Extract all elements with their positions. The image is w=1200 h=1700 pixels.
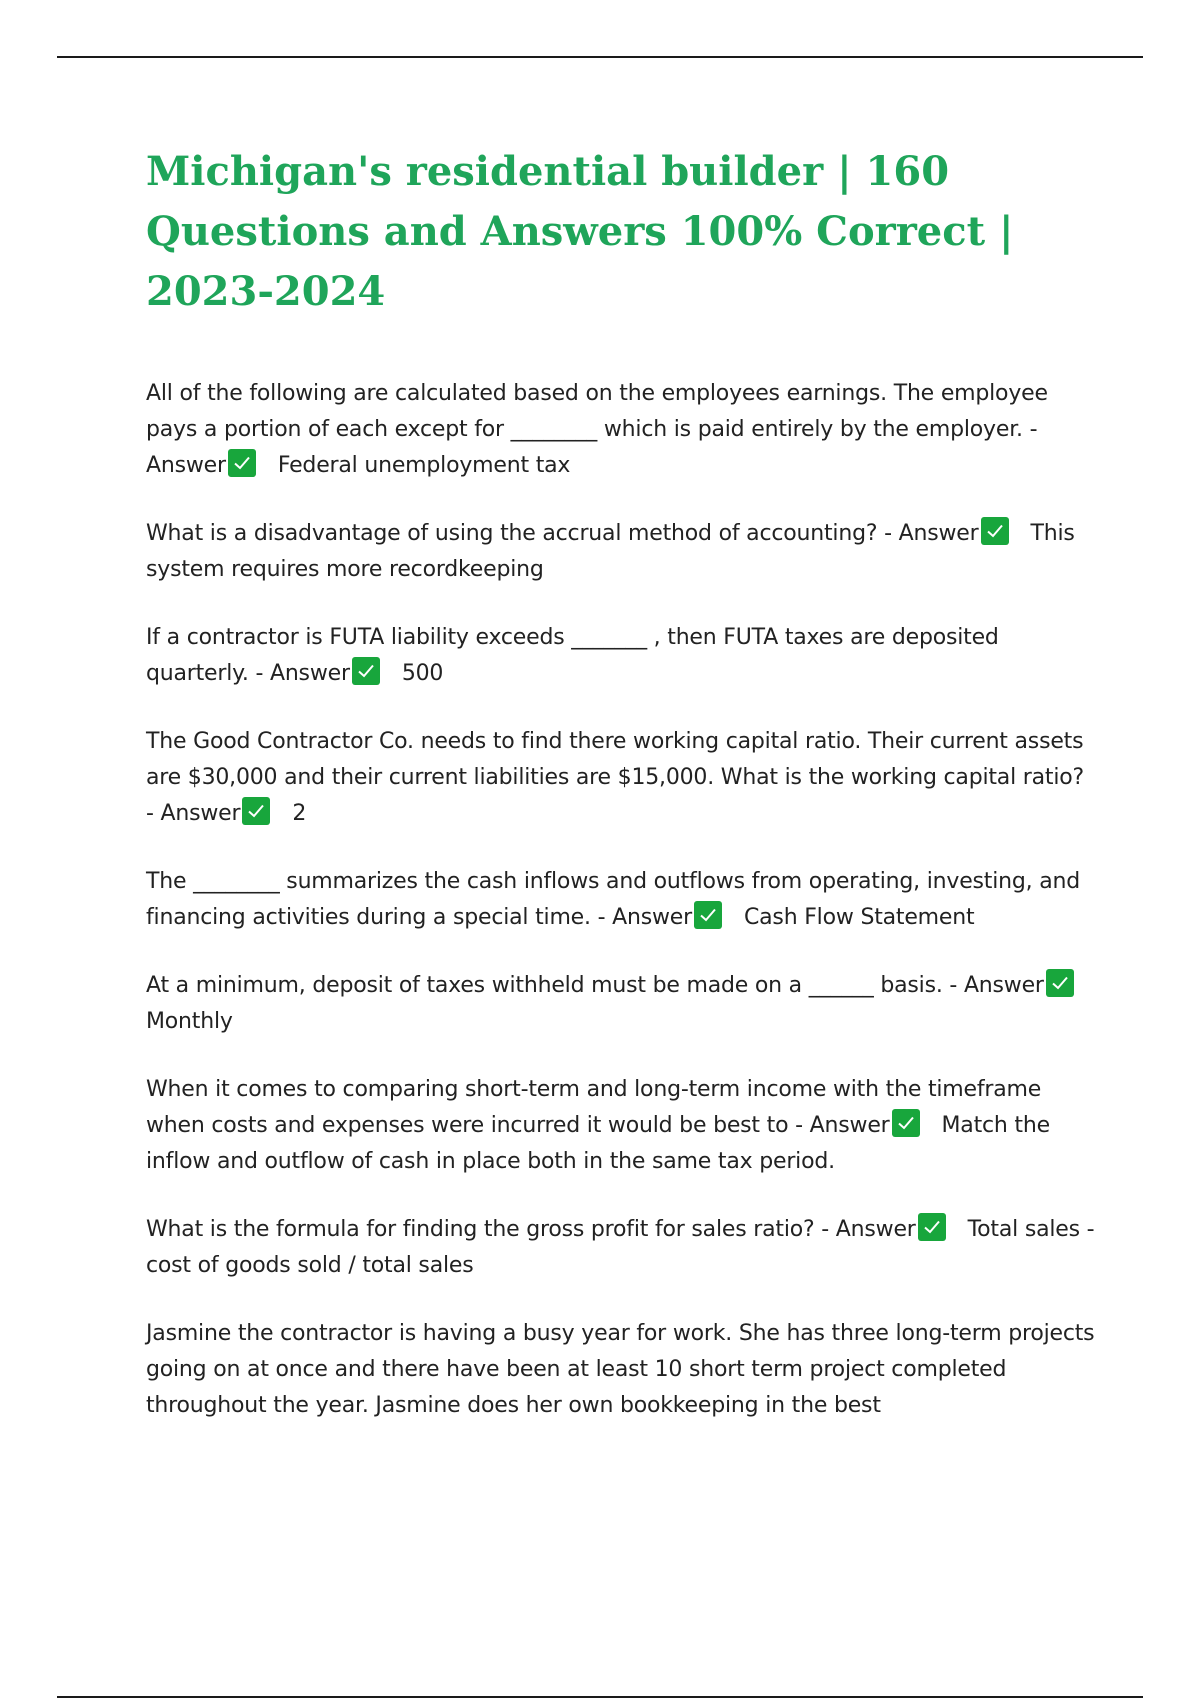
green-checkmark-icon <box>918 1213 946 1241</box>
answer-text: Federal unemployment tax <box>277 453 571 478</box>
qa-list <box>146 376 1096 1424</box>
question-text: The Good Contractor Co. needs to find there working capital ratio. Their current assets are $30,000 and their current liabilities are $15,000. What is the working capital ratio? <box>146 729 1084 790</box>
green-checkmark-icon <box>1046 969 1074 997</box>
qa-item <box>146 620 1096 692</box>
answer-text: This system requires more recordkeeping <box>146 521 1075 582</box>
green-checkmark-icon <box>228 449 256 477</box>
answer-label: - Answer <box>146 417 1038 478</box>
answer-label: - Answer <box>884 521 979 546</box>
top-rule <box>57 56 1143 58</box>
qa-item <box>146 968 1096 1040</box>
answer-label: - Answer <box>597 905 692 930</box>
qa-item <box>146 376 1096 484</box>
question-text: If a contractor is FUTA liability exceeds _______ , then FUTA taxes are deposited quarterly. <box>146 625 999 686</box>
green-checkmark-icon <box>694 901 722 929</box>
answer-text: Cash Flow Statement <box>743 905 975 930</box>
qa-item <box>146 724 1096 832</box>
answer-label: - Answer <box>146 801 241 826</box>
answer-label: - Answer <box>795 1113 890 1138</box>
qa-item <box>146 1212 1096 1284</box>
green-checkmark-icon <box>981 517 1009 545</box>
answer-text: 500 <box>401 661 444 686</box>
answer-label: - Answer <box>949 973 1044 998</box>
qa-item <box>146 1072 1096 1180</box>
question-text: When it comes to comparing short-term and long-term income with the timeframe when costs and expenses were incurred it would be best to <box>146 1077 1042 1138</box>
green-checkmark-icon <box>352 657 380 685</box>
trailing-question: Jasmine the contractor is having a busy year for work. She has three long-term projects going on at once and there have been at least 10 short term project completed throughout the year. Jasmine does her own bookkeeping in the best <box>146 1321 1095 1418</box>
question-text: At a minimum, deposit of taxes withheld must be made on a ______ basis. <box>146 973 943 998</box>
bottom-rule <box>57 1696 1143 1698</box>
document-body <box>146 142 1096 1456</box>
answer-label: - Answer <box>821 1217 916 1242</box>
answer-label: - Answer <box>255 661 350 686</box>
green-checkmark-icon <box>892 1109 920 1137</box>
answer-text: Match the inflow and outflow of cash in place both in the same tax period. <box>146 1113 1050 1174</box>
qa-item <box>146 516 1096 588</box>
question-text: What is a disadvantage of using the accrual method of accounting? <box>146 521 878 546</box>
document-title: Michigan's residential builder | 160 Questions and Answers 100% Correct | 2023-2024 <box>146 148 1014 315</box>
question-text: All of the following are calculated based on the employees earnings. The employee pays a portion of each except for ________ which is paid entirely by the employer. <box>146 381 1048 442</box>
green-checkmark-icon <box>242 797 270 825</box>
question-text: What is the formula for finding the gross profit for sales ratio? <box>146 1217 815 1242</box>
question-text: The ________ summarizes the cash inflows and outflows from operating, investing, and financing activities during a special time. <box>146 869 1081 930</box>
answer-text: Monthly <box>146 1009 233 1034</box>
answer-text: Total sales - cost of goods sold / total sales <box>146 1217 1095 1278</box>
answer-text: 2 <box>292 801 307 826</box>
qa-item <box>146 864 1096 936</box>
